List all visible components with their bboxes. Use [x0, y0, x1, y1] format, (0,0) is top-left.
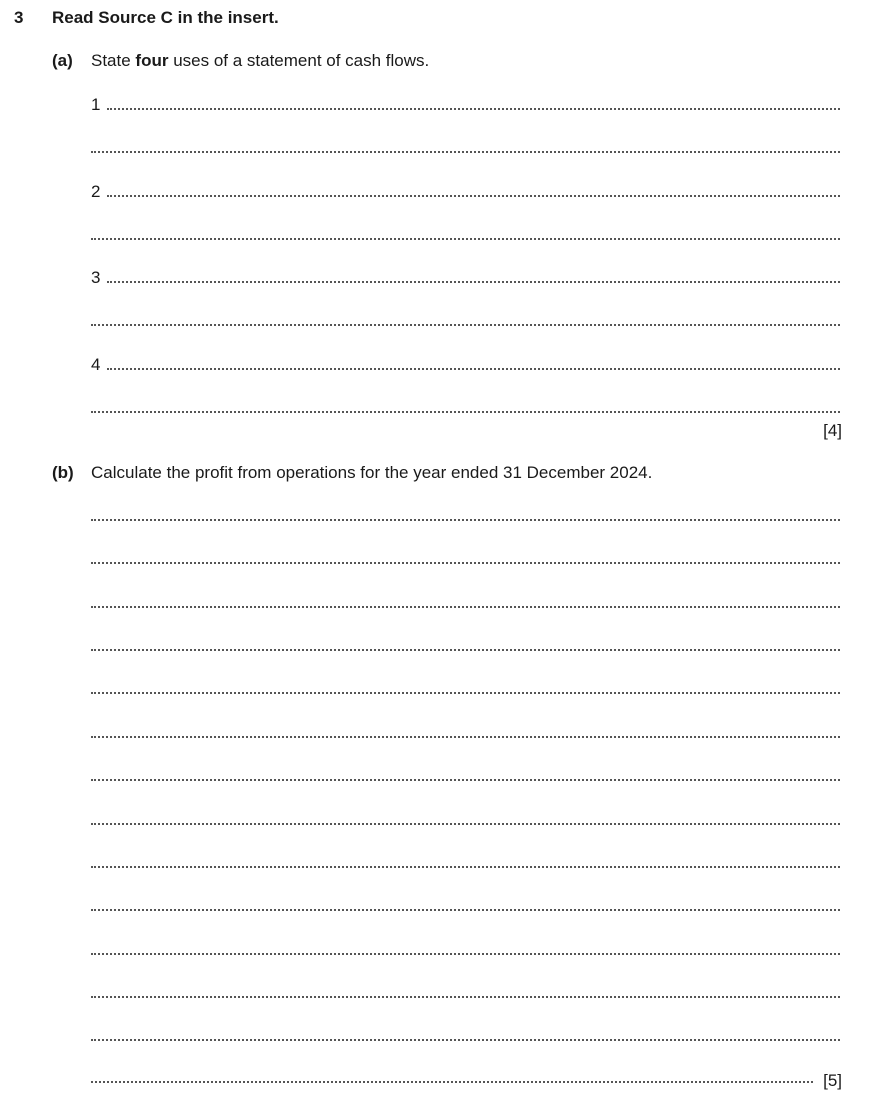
working-line-8[interactable] [91, 823, 840, 825]
answer-line-3b[interactable] [91, 324, 840, 326]
working-line-11[interactable] [91, 953, 840, 955]
working-line-3[interactable] [91, 606, 840, 608]
question-title: Read Source C in the insert. [52, 8, 279, 27]
part-a-prompt: State four uses of a statement of cash flows. [91, 51, 430, 70]
answer-line-1b[interactable] [91, 151, 840, 153]
answer-line-4b[interactable] [91, 411, 840, 413]
answer-line-3a[interactable] [107, 281, 840, 283]
working-line-9[interactable] [91, 866, 840, 868]
answer-number-2: 2 [91, 182, 101, 201]
answer-line-2a[interactable] [107, 195, 840, 197]
answer-number-4: 4 [91, 355, 101, 374]
answer-line-4a[interactable] [107, 368, 840, 370]
working-line-14[interactable] [91, 1081, 813, 1083]
working-line-1[interactable] [91, 519, 840, 521]
working-line-4[interactable] [91, 649, 840, 651]
working-line-2[interactable] [91, 562, 840, 564]
answer-number-1: 1 [91, 95, 101, 114]
answer-line-2b[interactable] [91, 238, 840, 240]
answer-line-1a[interactable] [107, 108, 840, 110]
part-a-label: (a) [52, 51, 73, 70]
working-line-6[interactable] [91, 736, 840, 738]
part-a-marks: [4] [823, 421, 842, 440]
working-line-7[interactable] [91, 779, 840, 781]
working-line-5[interactable] [91, 692, 840, 694]
working-line-12[interactable] [91, 996, 840, 998]
part-b-label: (b) [52, 463, 74, 482]
working-line-10[interactable] [91, 909, 840, 911]
part-b-prompt: Calculate the profit from operations for the year ended 31 December 2024. [91, 463, 653, 482]
answer-number-3: 3 [91, 268, 101, 287]
part-b-marks: [5] [823, 1071, 842, 1090]
question-number: 3 [14, 8, 24, 27]
working-line-13[interactable] [91, 1039, 840, 1041]
